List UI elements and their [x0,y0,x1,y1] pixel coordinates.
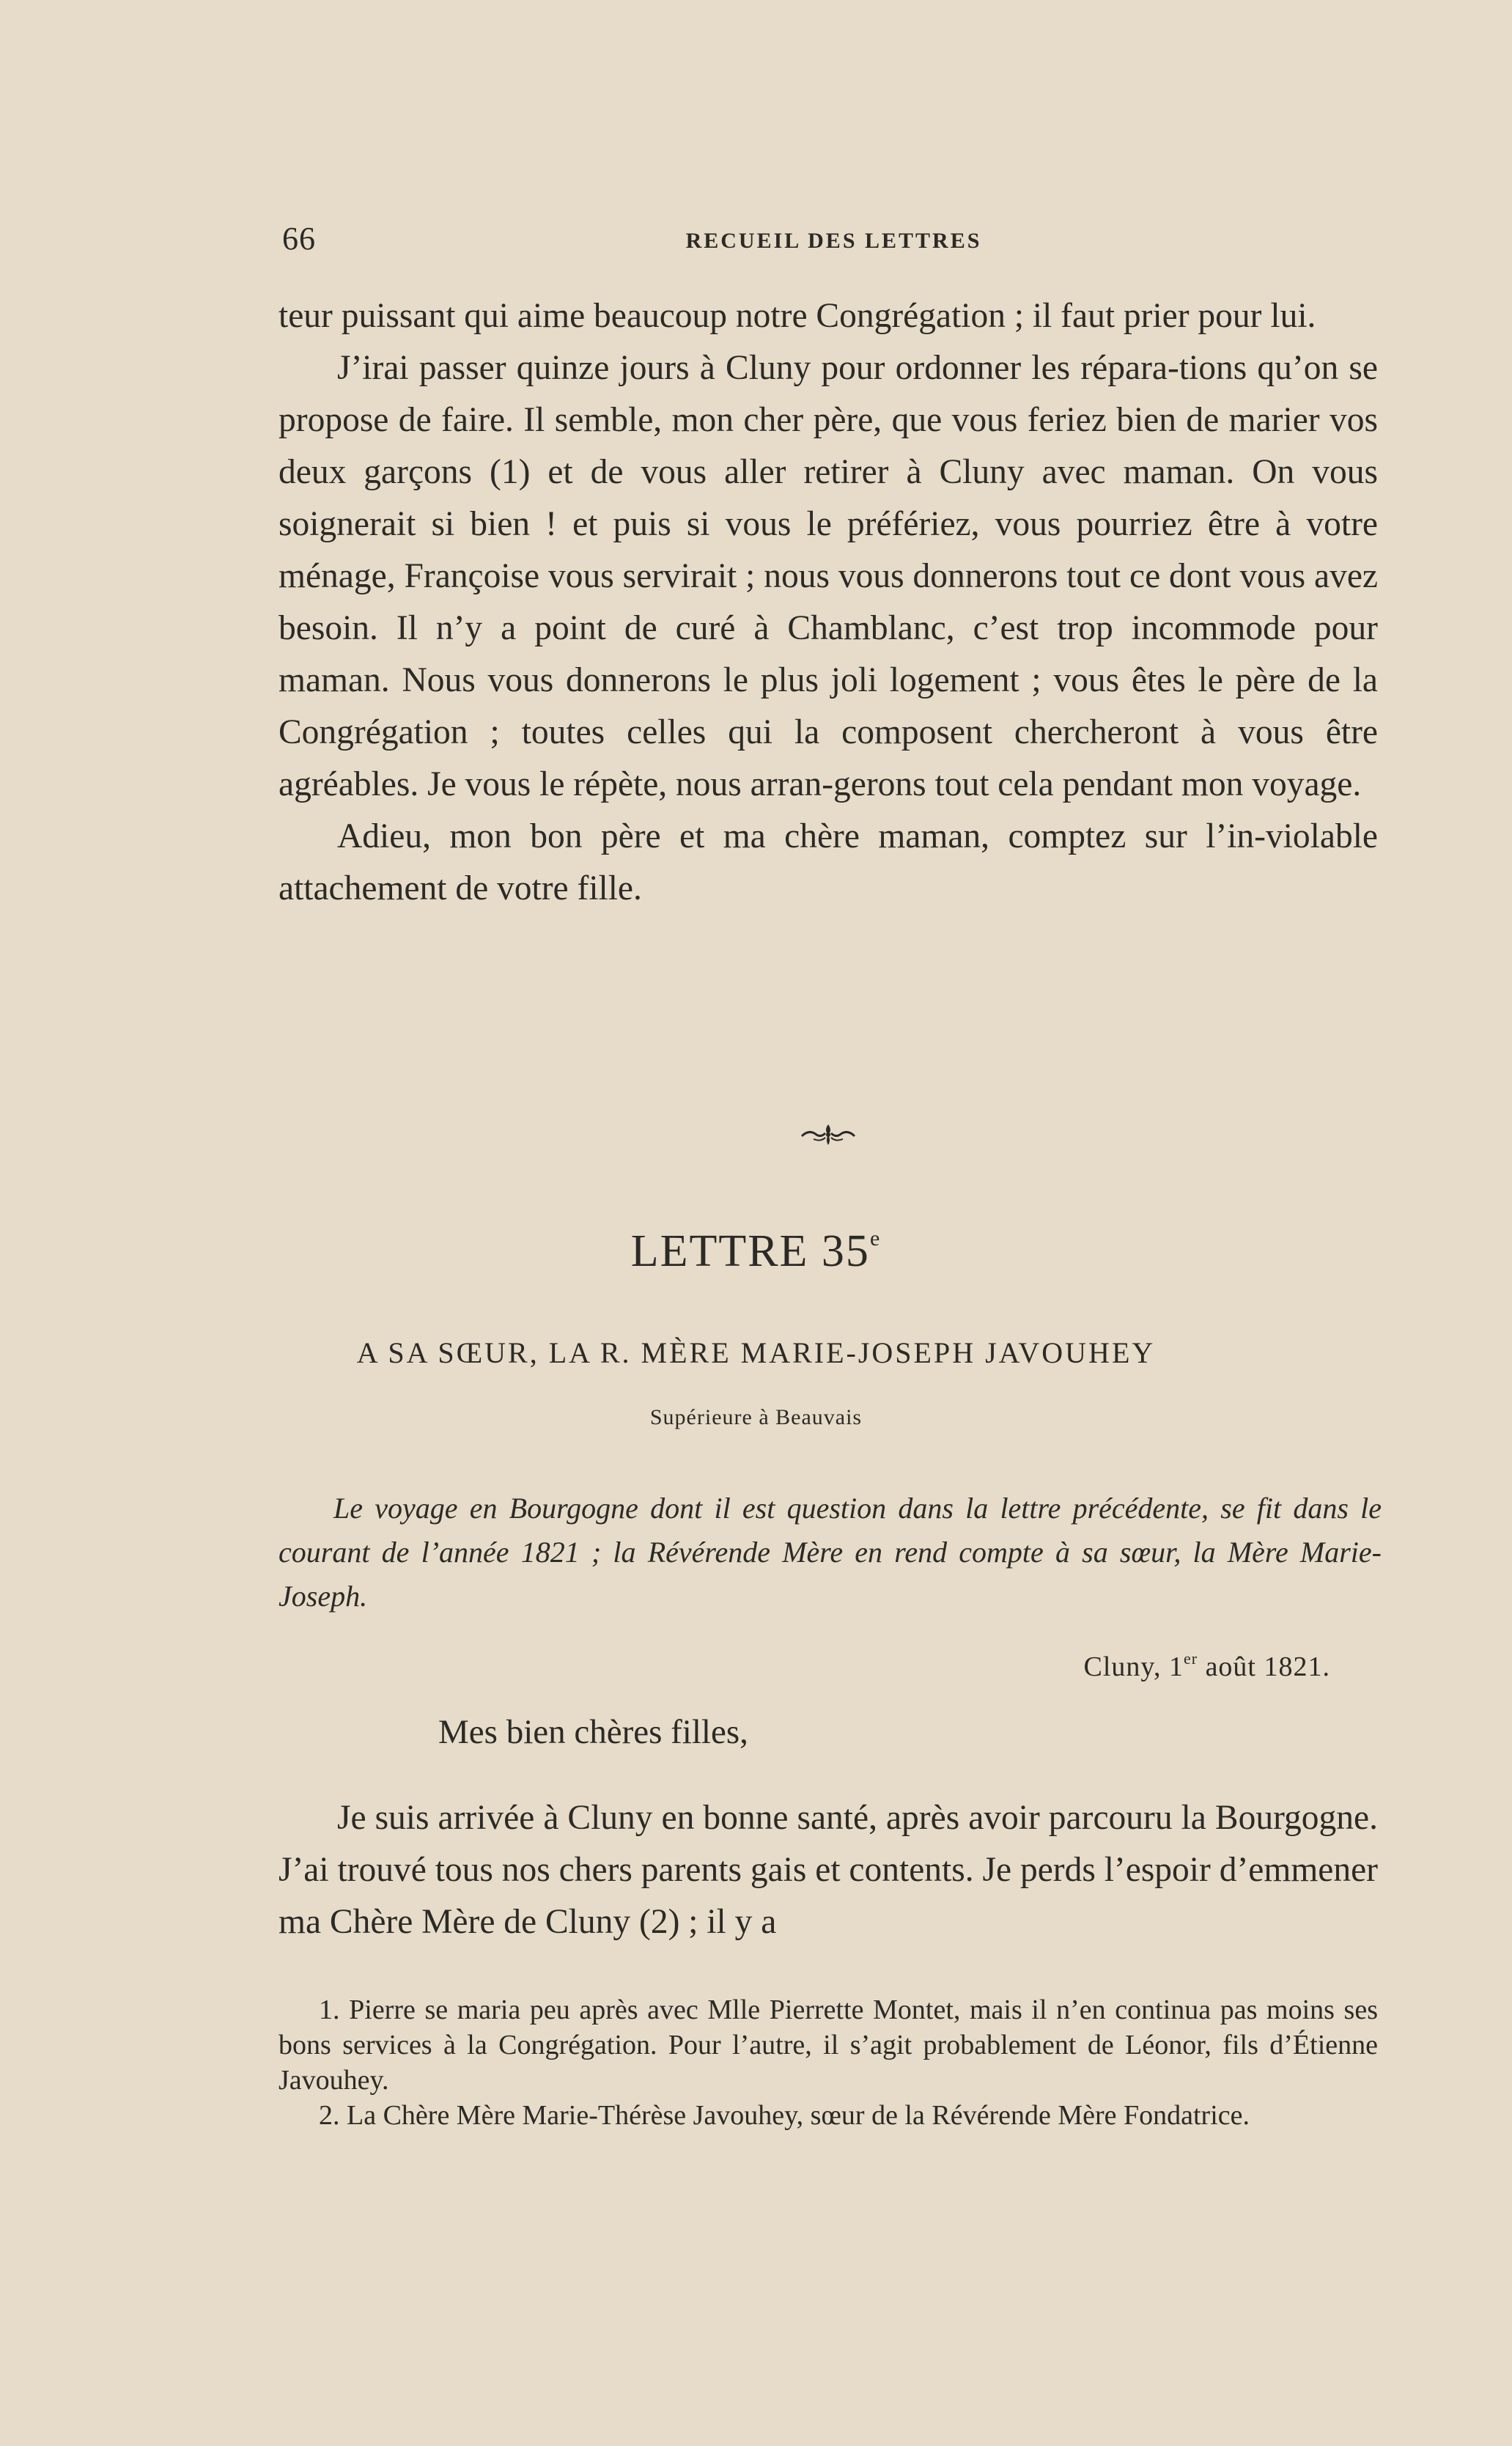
paragraph: Adieu, mon bon père et ma chère maman, comptez sur l’in-violable attachement de votre fille. [279,817,1378,907]
paragraph: teur puissant qui aime beaucoup notre Congrégation ; il faut prier pour lui. [279,297,1316,335]
editorial-introduction [279,1487,1382,1618]
letter-title [0,1226,1512,1278]
salutation: Mes bien chères filles, [438,1713,748,1751]
footnote: 2. La Chère Mère Marie-Thérèse Javouhey, sœur de la Révérende Mère Fondatrice. [319,2100,1250,2131]
page-number: 66 [282,221,316,257]
paragraph: J’irai passer quinze jours à Cluny pour ordonner les répara-tions qu’on se propose de faire. Il semble, mon cher père, que vous feriez bien de marier vos deux garçons (1) et de vous aller retirer à Cluny avec maman. On vous soignerait si bien ! et puis si vous le préfériez, vous pourriez être à votre ménage, Françoise vous servirait ; nous vous donnerons tout ce dont vous avez besoin. Il n’y a point de curé à Chamblanc, c’est trop incommode pour maman. Nous vous donnerons le plus joli logement ; vous êtes le père de la Congrégation ; toutes celles qui la composent chercheront à vous être agréables. Je vous le répète, nous arran-gerons tout cela pendant mon voyage. [279,349,1378,803]
fleuron-ornament-icon [799,1120,858,1149]
footnote: 1. Pierre se maria peu après avec Mlle Pierrette Montet, mais il n’en continua pas moins ses bons services à la Congrégation. Pour l’autre, il s’agit probablement de Léonor, fils d’Étienne Javouhey. [279,1994,1378,2096]
previous-letter-text [279,290,1378,915]
footnotes [279,1992,1378,2133]
letter-title-sup: e [869,1226,882,1250]
letter-title-text: LETTRE 35 [630,1226,870,1276]
recipient-subtitle: Supérieure à Beauvais [649,1405,863,1429]
paragraph: Je suis arrivée à Cluny en bonne santé, après avoir parcouru la Bourgogne. J’ai trouvé tous nos chers parents gais et contents. Je perds l’espoir d’emmener ma Chère Mère de Cluny (2) ; il y a [279,1799,1378,1941]
page-header [282,220,1385,264]
dateline-date: août 1821. [1198,1651,1330,1682]
dateline [916,1649,1330,1683]
running-title: RECUEIL DES LETTRES [685,229,982,253]
letter-recipient: A SA SŒUR, LA R. MÈRE MARIE-JOSEPH JAVOUHEY [356,1336,1156,1369]
intro-paragraph: Le voyage en Bourgogne dont il est question dans la lettre précédente, se fit dans le courant de l’année 1821 ; la Révérende Mère en rend compte à sa sœur, la Mère Marie-Joseph. [279,1492,1382,1613]
dateline-sup: er [1183,1649,1198,1668]
letter-body [279,1792,1378,1948]
dateline-place: Cluny, 1 [1083,1651,1184,1682]
